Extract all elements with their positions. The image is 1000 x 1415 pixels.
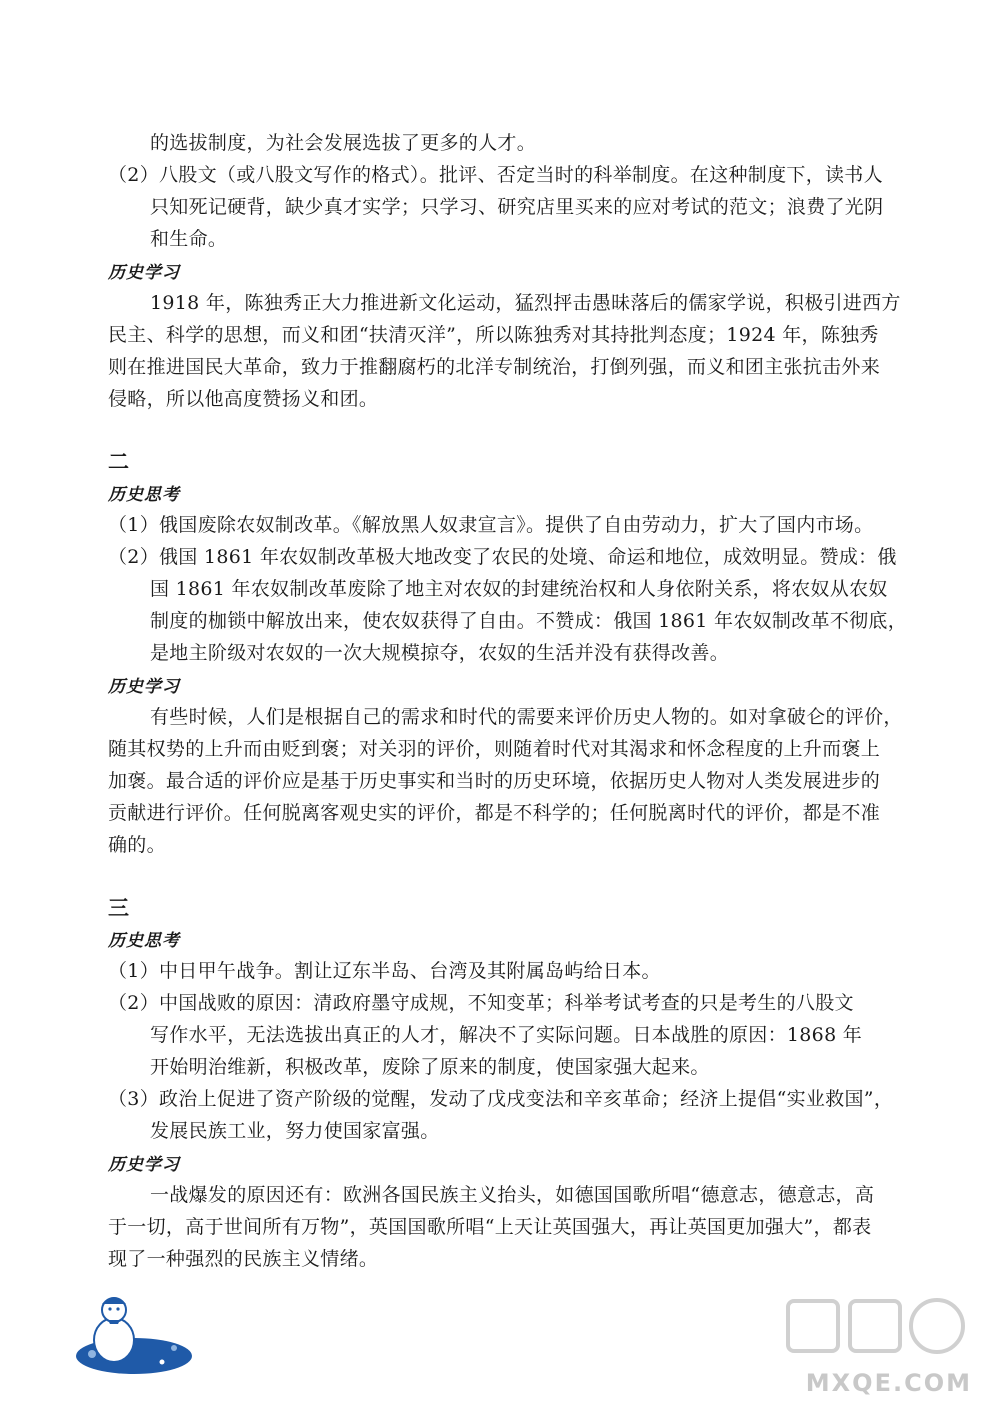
text-line: 加褒。最合适的评价应是基于历史事实和当时的历史环境，依据历史人物对人类发展进步的	[108, 770, 881, 792]
text-line: （2）八股文（或八股文写作的格式）。批评、否定当时的科举制度。在这种制度下，读书人	[108, 164, 883, 186]
text-line: 有些时候，人们是根据自己的需求和时代的需要来评价历史人物的。如对拿破仑的评价，	[150, 706, 903, 728]
page-number: 18	[104, 1325, 128, 1345]
text-line: 开始明治维新，积极改革，废除了原来的制度，使国家强大起来。	[150, 1056, 710, 1078]
subsection-heading: 历史学习	[108, 263, 180, 283]
text-line: 现了一种强烈的民族主义情绪。	[108, 1248, 379, 1270]
text-line: （1）中日甲午战争。割让辽东半岛、台湾及其附属岛屿给日本。	[108, 960, 661, 982]
text-line: 1918 年，陈独秀正大力推进新文化运动，猛烈抨击愚昧落后的儒家学说，积极引进西方	[150, 292, 901, 314]
text-line: 的选拔制度，为社会发展选拔了更多的人才。	[150, 132, 537, 154]
text-line: 和生命。	[150, 228, 228, 250]
subsection-heading: 历史思考	[108, 485, 180, 505]
text-line: 则在推进国民大革命，致力于推翻腐朽的北洋专制统治，打倒列强，而义和团主张抗击外来	[108, 356, 881, 378]
subsection-heading: 历史学习	[108, 677, 180, 697]
text-line: 于一切，高于世间所有万物”，英国国歌所唱“上天让英国强大，再让英国更加强大”，都表	[108, 1216, 872, 1238]
section-number: 二	[108, 449, 129, 474]
section-number: 三	[108, 895, 129, 920]
text-line: 制度的枷锁中解放出来，使农奴获得了自由。不赞成：俄国 1861 年农奴制改革不彻底，	[150, 610, 908, 632]
text-line: 是地主阶级对农奴的一次大规模掠夺，农奴的生活并没有获得改善。	[150, 642, 730, 664]
text-line: 民主、科学的思想，而义和团“扶清灭洋”，所以陈独秀对其持批判态度；1924 年，陈独秀	[108, 324, 879, 346]
text-line: 一战爆发的原因还有：欧洲各国民族主义抬头，如德国国歌所唱“德意志，德意志，高	[150, 1184, 875, 1206]
subsection-heading: 历史学习	[108, 1155, 180, 1175]
text-line: 国 1861 年农奴制改革废除了地主对农奴的封建统治权和人身依附关系，将农奴从农奴	[150, 578, 888, 600]
text-line: 随其权势的上升而由贬到褒；对关羽的评价，则随着时代对其渴求和怀念程度的上升而褒上	[108, 738, 881, 760]
text-line: （1）俄国废除农奴制改革。《解放黑人奴隶宣言》。提供了自由劳动力，扩大了国内市场。	[108, 514, 874, 536]
watermark-text: MXQE.COM	[805, 1369, 972, 1397]
subsection-heading: 历史思考	[108, 931, 180, 951]
text-line: （2）俄国 1861 年农奴制改革极大地改变了农民的处境、命运和地位，成效明显。赞成：俄	[108, 546, 897, 568]
text-line: （3）政治上促进了资产阶级的觉醒，发动了戊戌变法和辛亥革命；经济上提倡“实业救国”，	[108, 1088, 894, 1110]
text-line: 确的。	[108, 834, 166, 856]
text-line: 只知死记硬背，缺少真才实学；只学习、研究店里买来的应对考试的范文；浪费了光阴	[150, 196, 884, 218]
text-line: 发展民族工业，努力使国家富强。	[150, 1120, 440, 1142]
snowman-page-badge-icon	[74, 1288, 194, 1378]
text-line: （2）中国战败的原因：清政府墨守成规，不知变革；科举考试考查的只是考生的八股文	[108, 992, 854, 1014]
text-line: 贡献进行评价。任何脱离客观史实的评价，都是不科学的；任何脱离时代的评价，都是不准	[108, 802, 881, 824]
text-line: 写作水平，无法选拔出真正的人才，解决不了实际问题。日本战胜的原因：1868 年	[150, 1024, 863, 1046]
text-line: 侵略，所以他高度赞扬义和团。	[108, 388, 379, 410]
